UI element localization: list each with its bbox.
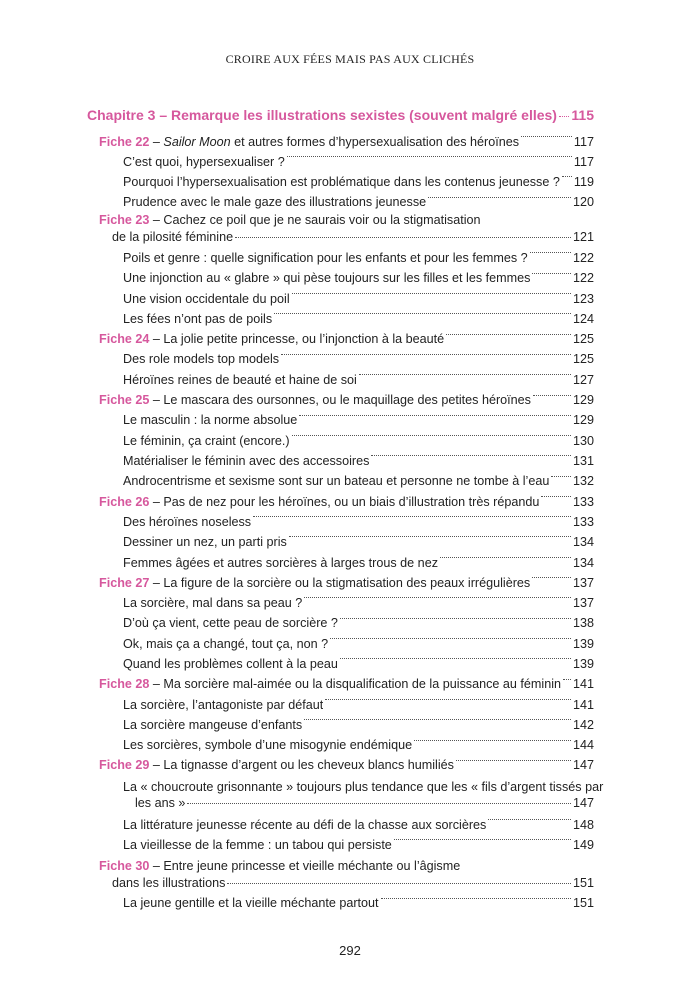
subentry-page: 122: [572, 250, 594, 265]
toc-subentry[interactable]: [87, 370, 594, 390]
fiche-26-entry[interactable]: [87, 492, 594, 512]
dot-leader: [551, 475, 571, 477]
fiche-title-line2: dans les illustrations: [112, 875, 226, 890]
fiche-title: – Le mascara des oursonnes, ou le maquillage des petites héroïnes: [149, 393, 531, 408]
dot-leader: [287, 155, 572, 157]
fiche-number: Fiche 23: [99, 213, 150, 228]
subentry-label: Ok, mais ça a changé, tout ça, non ?: [123, 636, 329, 651]
toc-subentry[interactable]: [87, 654, 594, 674]
subentry-page: 119: [573, 175, 594, 190]
fiche-title: et autres formes d’hypersexualisation des héroïnes: [230, 134, 520, 149]
subentry-page: 134: [572, 555, 594, 570]
subentry-label: Pourquoi l’hypersexualisation est problématique dans les contenus jeunesse ?: [123, 175, 560, 190]
dot-leader: [292, 434, 571, 436]
subentry-label: Les fées n’ont pas de poils: [123, 312, 273, 327]
dot-leader: [340, 657, 571, 659]
dot-leader: [428, 196, 571, 198]
toc-subentry[interactable]: [87, 695, 594, 715]
subentry-page: 137: [572, 595, 594, 610]
dot-leader: [340, 617, 571, 619]
dot-leader: [541, 495, 571, 497]
toc-subentry[interactable]: [87, 172, 594, 192]
toc-subentry[interactable]: [87, 309, 594, 329]
subentry-page: 148: [572, 817, 594, 832]
toc-subentry[interactable]: [87, 431, 594, 451]
fiche-22-entry[interactable]: Fiche 22 – Sailor Moon et autres formes d’hypersexualisation des héroïnes 117: [99, 134, 594, 149]
dot-leader: [281, 353, 571, 355]
toc-subentry[interactable]: [87, 593, 594, 613]
fiche-page: 133: [572, 494, 594, 509]
toc-subentry[interactable]: [87, 736, 594, 756]
subentry-page: 149: [572, 838, 594, 853]
fiche-number: Fiche 29: [99, 758, 150, 773]
toc-subentry[interactable]: [87, 715, 594, 735]
subentry-page: 133: [572, 514, 594, 529]
dot-leader: [371, 454, 571, 456]
subentry-label: La vieillesse de la femme : un tabou qui persiste: [123, 838, 392, 853]
page-number: 292: [339, 943, 361, 958]
fiche-number: Fiche 28: [99, 677, 150, 692]
fiche-page: 117: [573, 134, 594, 149]
dot-leader: [235, 236, 571, 238]
fiche-page: 129: [572, 393, 594, 408]
dot-leader: [359, 373, 571, 375]
fiche-page: 125: [572, 332, 594, 347]
subentry-label: Femmes âgées et autres sorcières à larges trous de nez: [123, 555, 438, 570]
dot-leader: [488, 818, 571, 820]
dot-leader: [227, 882, 571, 884]
subentry-label: Androcentrisme et sexisme sont sur un bateau et personne ne tombe à l’eau: [123, 474, 550, 489]
dot-leader: [253, 515, 571, 517]
subentry-label: C’est quoi, hypersexualiser ?: [123, 154, 285, 169]
fiche-title: – La jolie petite princesse, ou l’injonction à la beauté: [149, 332, 445, 347]
subentry-label: Prudence avec le male gaze des illustrations jeunesse: [123, 195, 427, 210]
dot-leader: [446, 333, 571, 335]
dot-leader: [289, 535, 571, 537]
subentry-page: 123: [572, 291, 594, 306]
dot-leader: [325, 698, 571, 700]
subentry-label: Matérialiser le féminin avec des accessoires: [123, 453, 370, 468]
running-title: CROIRE AUX FÉES MAIS PAS AUX CLICHÉS: [225, 52, 475, 66]
subentry-label: Quand les problèmes collent à la peau: [123, 657, 338, 672]
fiche-23-entry[interactable]: [87, 213, 594, 248]
dot-leader: [187, 802, 571, 804]
fiche-title: – Ma sorcière mal-aimée ou la disqualification de la puissance au féminin: [149, 677, 562, 692]
subentry-label: La littérature jeunesse récente au défi de la chasse aux sorcières: [123, 817, 487, 832]
toc-subentry[interactable]: [87, 289, 594, 309]
subentry-label: Des héroïnes noseless: [123, 514, 252, 529]
dot-leader: [532, 576, 571, 578]
subentry-label: Poils et genre : quelle signification pour les enfants et pour les femmes ?: [123, 250, 528, 265]
table-of-contents: [87, 107, 604, 914]
toc-subentry[interactable]: [87, 472, 594, 492]
subentry-page: 144: [572, 738, 594, 753]
subentry-page: 139: [572, 657, 594, 672]
subentry-page: 120: [572, 195, 594, 210]
subentry-label: Des role models top models: [123, 352, 280, 367]
fiche-27-entry[interactable]: [87, 573, 594, 593]
fiche-title: – La tignasse d’argent ou les cheveux blancs humiliés: [149, 758, 454, 773]
toc-subentry[interactable]: [87, 779, 604, 815]
dot-leader: [562, 175, 572, 177]
dot-leader: [304, 596, 571, 598]
fiche-page: 141: [572, 677, 594, 692]
chapter-entry[interactable]: [87, 108, 594, 132]
dot-leader: [274, 312, 571, 314]
toc-subentry[interactable]: [87, 269, 594, 289]
toc-subentry[interactable]: [87, 835, 594, 855]
subentry-page: 127: [572, 372, 594, 387]
subentry-page: 122: [572, 271, 594, 286]
subentry-page: 142: [572, 717, 594, 732]
subentry-label-line1: La « choucroute grisonnante » toujours plus tendance que les « fils d’argent tissés par: [123, 779, 604, 794]
subentry-label-line2: les ans »: [135, 795, 186, 810]
toc-subentry[interactable]: [87, 350, 594, 370]
fiche-title-italic: Sailor Moon: [163, 134, 231, 149]
toc-subentry[interactable]: [87, 614, 594, 634]
subentry-page: 138: [572, 616, 594, 631]
dot-leader: [299, 414, 571, 416]
fiche-page: 137: [572, 575, 594, 590]
fiche-number: Fiche 22: [99, 134, 150, 149]
dot-leader: [530, 251, 571, 253]
toc-subentry[interactable]: [87, 248, 594, 268]
dot-leader: [330, 637, 571, 639]
fiche-28-entry[interactable]: [87, 675, 594, 695]
toc-subentry[interactable]: [87, 553, 594, 573]
fiche-29-entry[interactable]: [87, 756, 594, 776]
subentry-page: 139: [572, 636, 594, 651]
subentry-label: La sorcière, l’antagoniste par défaut: [123, 697, 324, 712]
subentry-label: Le masculin : la norme absolue: [123, 413, 298, 428]
fiche-number: Fiche 26: [99, 494, 150, 509]
toc-subentry[interactable]: [87, 815, 594, 835]
dot-leader: [563, 678, 571, 680]
dot-leader: [533, 394, 571, 396]
subentry-label: Héroïnes reines de beauté et haine de soi: [123, 372, 357, 387]
subentry-label: La sorcière, mal dans sa peau ?: [123, 595, 303, 610]
subentry-label: Dessiner un nez, un parti pris: [123, 535, 287, 550]
subentry-label: D’où ça vient, cette peau de sorcière ?: [123, 616, 338, 631]
subentry-label: Une vision occidentale du poil: [123, 291, 290, 306]
subentry-page: 131: [572, 453, 594, 468]
fiche-page: 147: [572, 758, 594, 773]
fiche-30-entry[interactable]: [87, 859, 594, 894]
subentry-page: 124: [572, 312, 594, 327]
fiche-title: – Pas de nez pour les héroïnes, ou un biais d’illustration très répandu: [149, 494, 540, 509]
dot-leader: [559, 115, 569, 117]
fiche-page: 121: [572, 230, 594, 245]
toc-subentry[interactable]: [87, 411, 594, 431]
subentry-page: 134: [572, 535, 594, 550]
dot-leader: [394, 838, 571, 840]
dot-leader: [521, 135, 572, 137]
subentry-page: 147: [572, 795, 594, 810]
subentry-label: Le féminin, ça craint (encore.): [123, 433, 290, 448]
subentry-page: 130: [572, 433, 594, 448]
fiche-number: Fiche 27: [99, 575, 150, 590]
toc-subentry[interactable]: [87, 532, 594, 552]
subentry-label: La jeune gentille et la vieille méchante partout: [123, 896, 379, 911]
dot-leader: [381, 897, 571, 899]
dot-leader: [304, 718, 571, 720]
subentry-page: 129: [572, 413, 594, 428]
fiche-title: – La figure de la sorcière ou la stigmatisation des peaux irrégulières: [149, 575, 531, 590]
subentry-label: Les sorcières, symbole d’une misogynie endémique: [123, 738, 413, 753]
dot-leader: [456, 759, 571, 761]
subentry-page: 151: [572, 896, 594, 911]
toc-subentry[interactable]: [87, 451, 594, 471]
chapter-page: 115: [571, 107, 594, 123]
fiche-number: Fiche 30: [99, 858, 150, 873]
dot-leader: [440, 556, 571, 558]
chapter-title: Chapitre 3 – Remarque les illustrations sexistes (souvent malgré elles): [87, 108, 557, 123]
dot-leader: [532, 272, 571, 274]
fiche-title-line1: – Cachez ce poil que je ne saurais voir ou la stigmatisation: [149, 213, 481, 228]
dot-leader: [292, 292, 571, 294]
fiche-24-entry[interactable]: [87, 330, 594, 350]
toc-subentry[interactable]: [87, 193, 594, 213]
fiche-page: 151: [572, 875, 594, 890]
toc-subentry[interactable]: [87, 894, 594, 914]
subentry-page: 117: [573, 154, 594, 169]
subentry-label: La sorcière mangeuse d’enfants: [123, 717, 303, 732]
fiche-number: Fiche 25: [99, 393, 150, 408]
toc-subentry[interactable]: [87, 152, 594, 172]
subentry-page: 141: [572, 697, 594, 712]
dot-leader: [414, 739, 571, 741]
toc-subentry[interactable]: [87, 634, 594, 654]
fiche-title-line2: de la pilosité féminine: [112, 230, 234, 245]
subentry-page: 132: [572, 474, 594, 489]
fiche-title-line1: – Entre jeune princesse et vieille méchante ou l’âgisme: [149, 858, 461, 873]
fiche-25-entry[interactable]: [87, 391, 594, 411]
subentry-label: Une injonction au « glabre » qui pèse toujours sur les filles et les femmes: [123, 271, 531, 286]
subentry-page: 125: [572, 352, 594, 367]
toc-subentry[interactable]: [87, 512, 594, 532]
fiche-number: Fiche 24: [99, 332, 150, 347]
